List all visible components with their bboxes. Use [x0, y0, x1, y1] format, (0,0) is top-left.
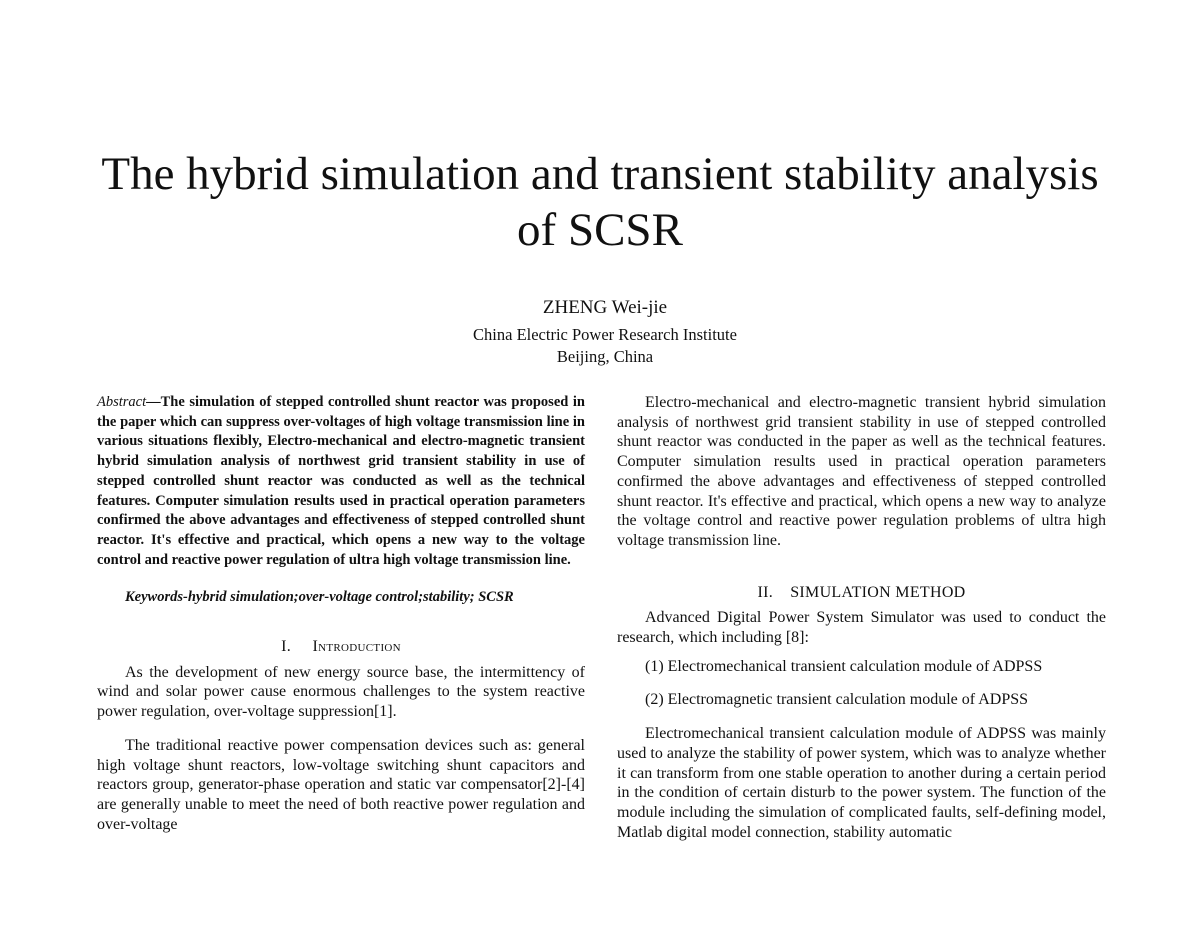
left-column [97, 393, 585, 834]
section-heading-simulation-method [617, 583, 1106, 603]
affiliation-location: Beijing, China [556, 347, 654, 366]
section-number: I. [281, 638, 292, 656]
sim-paragraph-2: Electromechanical transient calculation module of ADPSS was mainly used to analyze the stability of power system, which was to analyze whether it can transform from one stable operation to another during a certain period in the condition of certain disturb to the power system. The function of the module including the simulation of complicated faults, self-defining model, Matlab digital model connection, stability automatic [617, 725, 1106, 841]
section-title: SIMULATION METHOD [790, 583, 966, 601]
sim-paragraph-1: Advanced Digital Power System Simulator was used to conduct the research, which including [8]: [617, 609, 1106, 647]
abstract-label: Abstract [97, 394, 147, 410]
body-paragraph-hybrid: Electro-mechanical and electro-magnetic transient hybrid simulation analysis of northwest grid transient stability in use of stepped controlled shunt reactor was conducted in the paper as well as the technical features. Computer simulation results used in practical operation parameters confirmed the above advantages and effectiveness of stepped controlled shunt reactor. It's effective and practical, which opens a new way to analyze the voltage control and reactive power regulation problems of ultra high voltage transmission line. [617, 394, 1106, 549]
title-line-1: The hybrid simulation and transient stability analysis [101, 148, 1099, 200]
section-title: Introduction [312, 638, 401, 656]
keywords: Keywords-hybrid simulation;over-voltage control;stability; SCSR [125, 589, 514, 606]
sim-list-item-1: (1) Electromechanical transient calculation module of ADPSS [645, 657, 1043, 675]
abstract-text: —The simulation of stepped controlled shunt reactor was proposed in the paper which can suppress over-voltages of high voltage transmission line in various situations flexibly, Electro-mechanical and electro-magnetic transient hybrid simulation analysis of northwest grid transient stability in use of stepped controlled shunt reactor was conducted as well as the technical features. Computer simulation results used in practical operation parameters confirmed the above advantages and effectiveness of stepped controlled shunt reactor. It's effective and practical, which opens a new way to the voltage control and reactive power regulation of ultra high voltage transmission line. [97, 394, 585, 568]
section-heading-introduction [97, 637, 585, 657]
intro-paragraph-1: As the development of new energy source base, the intermittency of wind and solar power cause enormous challenges to the system reactive power regulation, over-voltage suppression[1]. [97, 663, 585, 721]
right-column [617, 393, 1106, 842]
title-line-2: of SCSR [517, 204, 683, 256]
affiliation-institute: China Electric Power Research Institute [473, 325, 737, 344]
intro-paragraph-2: The traditional reactive power compensation devices such as: general high voltage shunt reactors, low-voltage switching shunt capacitors and reactors group, generator-phase operation and static var compensator[2]-[4] are generally unable to meet the need of both reactive power regulation and over-voltage [97, 736, 585, 833]
abstract [97, 393, 585, 570]
sim-list-item-2: (2) Electromagnetic transient calculation module of ADPSS [645, 691, 1029, 709]
paper-title [60, 146, 1140, 258]
section-number: II. [757, 583, 774, 601]
author-name: ZHENG Wei-jie [542, 297, 668, 318]
